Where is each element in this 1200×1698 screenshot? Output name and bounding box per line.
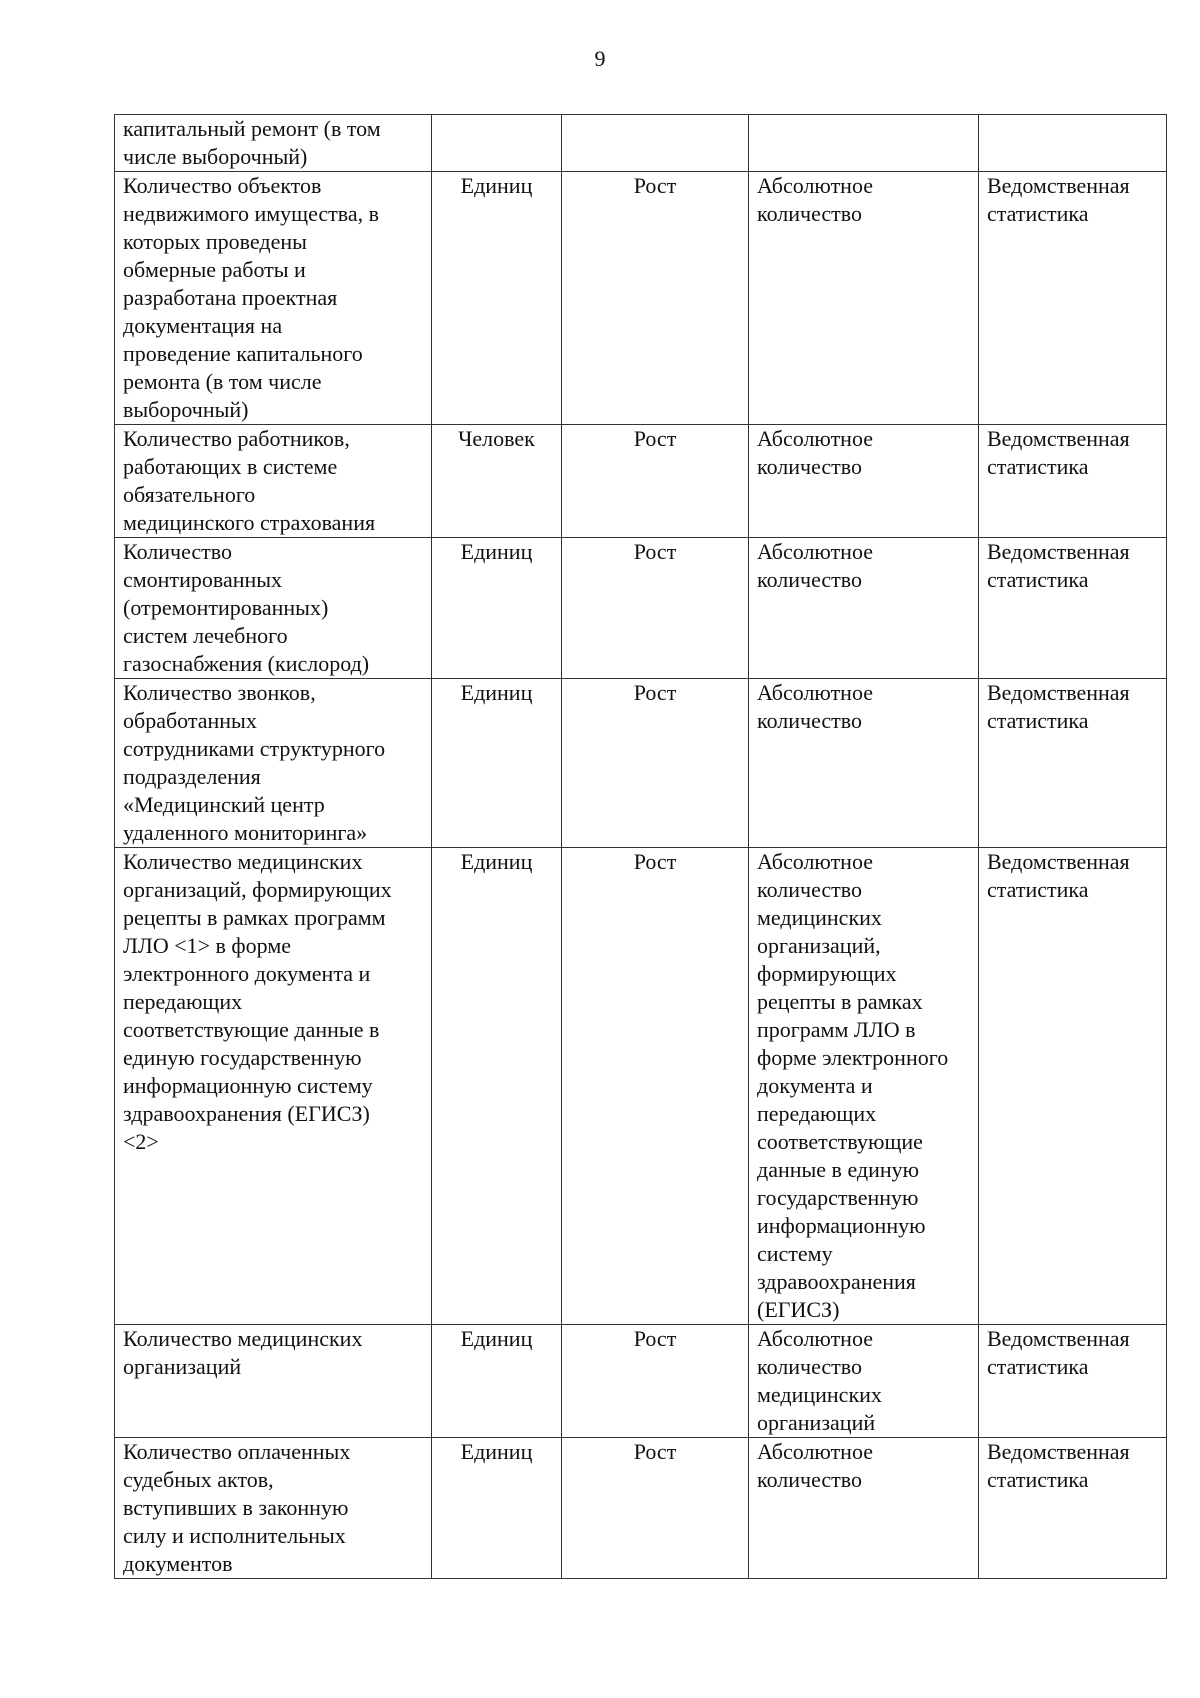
calculation-method-cell: Абсолютное количество медицинских организаций, формирующих рецепты в рамках программ ЛЛО в форме электронного документа и передающих соответствующие данные в единую государственную информационную систему здравоохранения (ЕГИСЗ) [749, 848, 979, 1325]
table-row [115, 848, 1167, 1325]
data-source-cell: Ведомственная статистика [979, 425, 1167, 538]
table-row [115, 425, 1167, 538]
data-source-cell: Ведомственная статистика [979, 848, 1167, 1325]
data-source-cell: Ведомственная статистика [979, 1325, 1167, 1438]
calculation-method-cell: Абсолютное количество [749, 425, 979, 538]
calculation-method-cell: Абсолютное количество [749, 1438, 979, 1579]
data-source-cell [979, 115, 1167, 172]
unit-cell: Человек [432, 425, 562, 538]
table-row [115, 538, 1167, 679]
table-body [115, 115, 1167, 1579]
calculation-method-cell: Абсолютное количество медицинских организаций [749, 1325, 979, 1438]
indicators-table [114, 114, 1167, 1579]
trend-cell: Рост [562, 425, 749, 538]
table-row [115, 1325, 1167, 1438]
trend-cell [562, 115, 749, 172]
indicator-name-cell: Количество оплаченных судебных актов, вступивших в законную силу и исполнительных документов [115, 1438, 432, 1579]
trend-cell: Рост [562, 1438, 749, 1579]
table-row [115, 1438, 1167, 1579]
table-row [115, 115, 1167, 172]
unit-cell: Единиц [432, 679, 562, 848]
trend-cell: Рост [562, 1325, 749, 1438]
unit-cell [432, 115, 562, 172]
indicator-name-cell: Количество звонков, обработанных сотрудниками структурного подразделения «Медицинский центр удаленного мониторинга» [115, 679, 432, 848]
data-source-cell: Ведомственная статистика [979, 679, 1167, 848]
unit-cell: Единиц [432, 1438, 562, 1579]
data-source-cell: Ведомственная статистика [979, 172, 1167, 425]
trend-cell: Рост [562, 172, 749, 425]
calculation-method-cell: Абсолютное количество [749, 679, 979, 848]
table-row [115, 172, 1167, 425]
indicator-name-cell: Количество объектов недвижимого имущества, в которых проведены обмерные работы и разработана проектная документация на проведение капитального ремонта (в том числе выборочный) [115, 172, 432, 425]
table-row [115, 679, 1167, 848]
calculation-method-cell [749, 115, 979, 172]
trend-cell: Рост [562, 679, 749, 848]
calculation-method-cell: Абсолютное количество [749, 538, 979, 679]
calculation-method-cell: Абсолютное количество [749, 172, 979, 425]
unit-cell: Единиц [432, 172, 562, 425]
indicator-name-cell: Количество медицинских организаций [115, 1325, 432, 1438]
indicator-name-cell: Количество медицинских организаций, формирующих рецепты в рамках программ ЛЛО <1> в форме электронного документа и передающих соответствующие данные в единую государственную информационную систему здравоохранения (ЕГИСЗ) <2> [115, 848, 432, 1325]
unit-cell: Единиц [432, 1325, 562, 1438]
indicator-name-cell: Количество смонтированных (отремонтированных) систем лечебного газоснабжения (кислород) [115, 538, 432, 679]
trend-cell: Рост [562, 538, 749, 679]
unit-cell: Единиц [432, 848, 562, 1325]
data-source-cell: Ведомственная статистика [979, 538, 1167, 679]
unit-cell: Единиц [432, 538, 562, 679]
trend-cell: Рост [562, 848, 749, 1325]
indicator-name-cell: капитальный ремонт (в том числе выборочный) [115, 115, 432, 172]
indicator-name-cell: Количество работников, работающих в системе обязательного медицинского страхования [115, 425, 432, 538]
page-number: 9 [594, 46, 606, 71]
data-source-cell: Ведомственная статистика [979, 1438, 1167, 1579]
